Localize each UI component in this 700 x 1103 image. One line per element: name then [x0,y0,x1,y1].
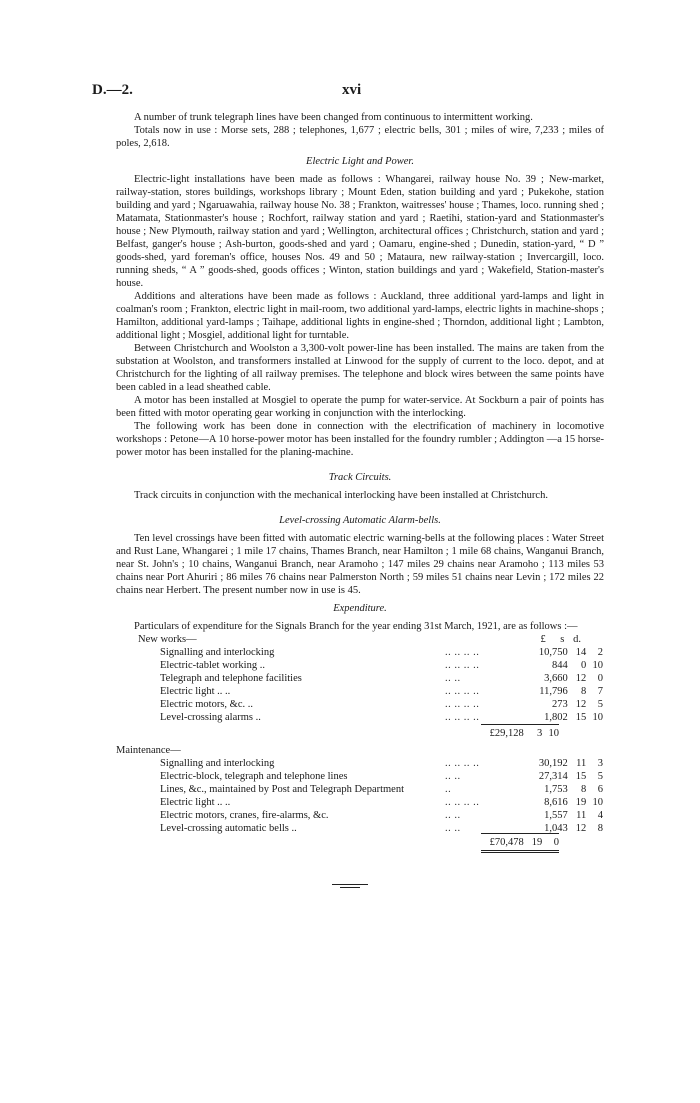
row-leader: .. [445,784,452,795]
amount-pence: 10 [592,797,603,808]
amount-pounds: 27,314 [538,771,568,782]
paragraph: Track circuits in conjunction with the mechanical interlocking have been installed at Christchurch. [134,490,548,501]
total-pounds: £29,128 [489,728,524,739]
amount-pounds: 1,557 [544,810,568,821]
amount-pounds: 1,043 [544,823,568,834]
amount-pence: 10 [592,660,603,671]
amount-pounds: 3,660 [544,673,568,684]
paragraph: Totals now in use : Morse sets, 288 ; telephones, 1,677 ; electric bells, 301 ; miles of wire, 7,233 ; miles of poles, 2,618. [116,125,604,149]
amount-pounds: 10,750 [538,647,568,658]
amount-shillings: 11 [576,758,587,769]
total-pence: 10 [548,728,559,739]
row-label: Electric light .. .. [160,797,231,808]
amount-shillings: 8 [581,784,587,795]
amount-pence: 0 [597,673,603,684]
row-label: Electric-tablet working .. [160,660,265,671]
table-row [116,796,604,809]
page-number: xvi [342,82,362,98]
row-label: Electric motors, &c. .. [160,699,254,710]
total-pence: 0 [553,837,559,848]
row-leader: .. .. [445,810,461,821]
amount-pounds: 11,796 [539,686,568,697]
row-label: Electric light .. .. [160,686,231,697]
row-leader: .. .. .. .. [445,797,480,808]
document-id: D.—2. [92,82,133,98]
shillings-header: s [560,634,565,645]
row-leader: .. .. .. .. [445,699,480,710]
total-row [116,835,604,851]
end-rule-short [340,887,360,888]
amount-pounds: 8,616 [544,797,568,808]
paragraph: Ten level crossings have been fitted with automatic electric warning-bells at the following places : Water Street and Rust Lane, Whangarei ; 1 mile 17 chains, Thames Branch, near Hamilton ; 1 mile 68 chains, Wanganui Branch, near St. John's ; 10 chains, Wanganui Branch, near Aramoho ; 147 miles 29 chains near Aramoho ; 113 miles 53 chains near Port Ahuriri ; 86 miles 76 chains near Palmerston North ; 59 miles 51 chains near Levin ; 172 miles 22 chains near Herbert. The present number now in use is 45. [116,533,604,596]
group-title-row [116,744,604,757]
page-header [0,82,700,102]
amount-shillings: 8 [581,686,587,697]
table-row [116,646,604,659]
amount-pounds: 273 [551,699,568,710]
amount-shillings: 14 [575,647,587,658]
section-heading: Level-crossing Automatic Alarm-bells. [279,515,441,526]
row-label: Electric-block, telegraph and telephone lines [160,771,348,782]
paragraph: Particulars of expenditure for the Signals Branch for the year ending 31st March, 1921, are as follows :— [134,621,578,632]
group-title: New works— [138,634,197,645]
row-leader: .. .. .. .. [445,712,480,723]
paragraph: Electric-light installations have been made as follows : Whangarei, railway house No. 39 ; New-market, railway-station, stores buildings, workshops library ; Mount Eden, station building and yard ; Pukekohe, station building and yard ; Ngaruawahia, railway house No. 38 ; Frankton, waitresses' house ; Thames, loco. running shed ; Matamata, Stationmaster's house ; Rochfort, railway station and yard ; Raetihi, station-yard and Stationmaster's house ; New Plymouth, railway station and yard ; Wellington, architectural offices ; Christchurch, station and yard ; Belfast, ganger's house ; Ash-burton, goods-shed and yard ; Oamaru, engine-shed ; Dunedin, station-yard, “ D ” goods-shed, yard foreman's office, houses Nos. 49 and 50 ; Mataura, new railway-station ; Invercargill, loco. running sheds, “ A ” goods-shed, goods offices ; Winton, station buildings and yard ; Wakefield, Station-master's house. [116,174,604,289]
total-shillings: 3 [537,728,543,739]
total-pounds: £70,478 [489,837,524,848]
paragraph: The following work has been done in connection with the electrification of machinery in locomotive workshops : Petone—A 10 horse-power motor has been installed for the foundry rumbler ; Addington —a 15 horse-power motor has been installed for the planing-machine. [116,421,604,458]
amount-pence: 10 [592,712,603,723]
row-leader: .. .. [445,771,461,782]
row-leader: .. .. [445,673,461,684]
section-heading: Expenditure. [333,603,387,614]
paragraph: Additions and alterations have been made as follows : Auckland, three additional yard-lamps and light in coalman's room ; Frankton, electric light in mail-room, two additional yard-lamps, electric lights in machine-shops ; Hamilton, additional yard-lamps ; Taihape, additional lights in engine-shed ; Thorndon, additional light ; Lambton, additional light ; Mosgiel, additional light for turntable. [116,291,604,341]
amount-pence: 6 [597,784,603,795]
amount-pence: 4 [597,810,603,821]
row-leader: .. .. .. .. [445,686,480,697]
pence-header: d. [573,634,581,645]
amount-pounds: 1,802 [544,712,568,723]
row-label: Level-crossing alarms .. [160,712,261,723]
section-heading: Electric Light and Power. [306,156,414,167]
page-body [116,111,604,851]
amount-pence: 2 [597,647,603,658]
amount-shillings: 12 [575,673,587,684]
table-row [116,698,604,711]
paragraph: A number of trunk telegraph lines have been changed from continuous to intermittent working. [134,112,533,123]
row-leader: .. .. [445,823,461,834]
expenditure-table [116,633,604,851]
subtotal-row [116,724,604,740]
amount-pence: 8 [597,823,603,834]
amount-shillings: 12 [575,699,587,710]
paragraph: Between Christchurch and Woolston a 3,300-volt power-line has been installed. The mains are taken from the substation at Woolston, and transformers installed at Linwood for the supply of current to the loco. depot, and at Christchurch for the lighting of all railway premises. The telephone and block wires between the same points have been cabled in a lead sheathed cable. [116,343,604,393]
row-label: Lines, &c., maintained by Post and Telegraph Department [160,784,405,795]
amount-shillings: 15 [575,771,587,782]
row-label: Level-crossing automatic bells .. [160,823,297,834]
pounds-header: £ [540,634,546,645]
table-row [116,685,604,698]
amount-shillings: 12 [575,823,587,834]
total-shillings: 19 [531,837,543,848]
table-row [116,672,604,685]
amount-pence: 3 [597,758,603,769]
table-row [116,711,604,724]
table-row [116,809,604,822]
amount-pounds: 1,753 [544,784,568,795]
paragraph: A motor has been installed at Mosgiel to operate the pump for water-service. At Sockburn a pair of points has been fitted with motor operating gear working in conjunction with the interlocking. [116,395,604,419]
table-row [116,770,604,783]
amount-pounds: 30,192 [538,758,568,769]
amount-pence: 7 [597,686,603,697]
amount-pence: 5 [597,699,603,710]
table-header-row [116,633,604,646]
row-label: Telegraph and telephone facilities [160,673,302,684]
amount-shillings: 15 [575,712,587,723]
amount-pence: 5 [597,771,603,782]
section-heading: Track Circuits. [328,472,392,483]
row-leader: .. .. .. .. [445,647,480,658]
amount-shillings: 0 [581,660,587,671]
row-label: Signalling and interlocking [160,647,275,658]
amount-shillings: 11 [576,810,587,821]
end-rule [332,884,368,885]
table-row [116,757,604,770]
row-label: Electric motors, cranes, fire-alarms, &c. [160,810,329,821]
table-row [116,783,604,796]
row-leader: .. .. .. .. [445,660,480,671]
amount-shillings: 19 [575,797,587,808]
amount-pounds: 844 [551,660,568,671]
row-leader: .. .. .. .. [445,758,480,769]
table-row [116,659,604,672]
group-title: Maintenance— [116,745,181,756]
row-label: Signalling and interlocking [160,758,275,769]
